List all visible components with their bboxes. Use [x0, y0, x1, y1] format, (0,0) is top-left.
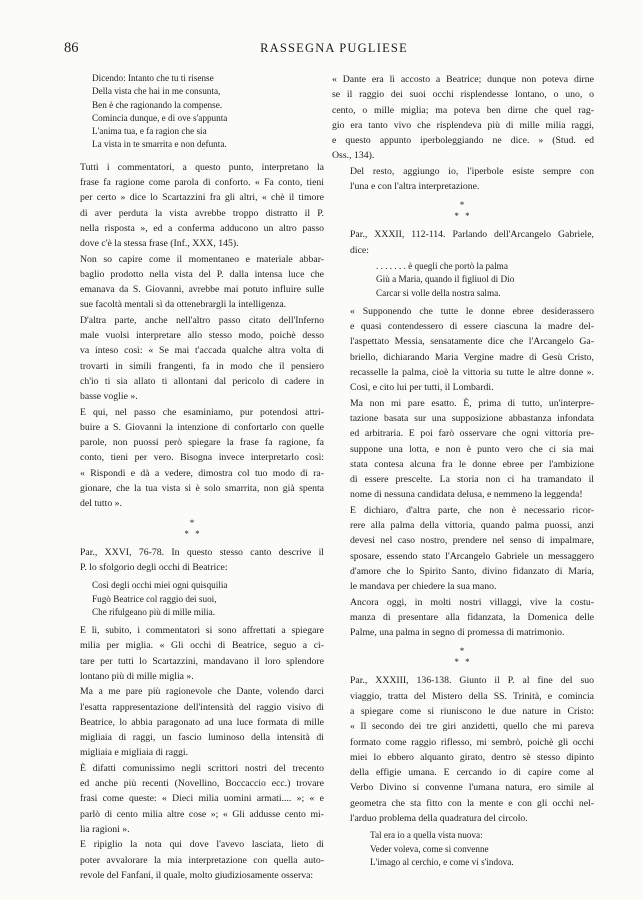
text-line: Tal era io a quella vista nuova:: [370, 830, 483, 841]
text-line: Della vista che hai in me consunta,: [92, 86, 221, 97]
text-line: l'una e con l'altra interpretazione.: [350, 181, 480, 193]
text-line: Palme, una palma in segno di promessa di matrimonio.: [350, 627, 565, 639]
verse-quotation: [92, 72, 324, 152]
text-line: Dicendo: Intanto che tu ti risense: [92, 73, 214, 83]
text-line: Beatrice, lo abbia paragonato ad una luce formata di mille: [80, 716, 324, 728]
text-line: gio era tanto vivo che risplendeva più di mille milia raggi,: [332, 119, 594, 131]
text-line: e questo appunto iperboleggiando ne dice. » (Stud. ed: [332, 135, 594, 147]
verse-quotation: [376, 260, 594, 300]
text-line: per certo » dice lo Scartazzini fra gli altri, « chè il timore: [80, 192, 324, 204]
text-line: Non so capire come il momentaneo e materiale abbar-: [80, 253, 324, 265]
text-line: dove c'è la stessa frase (Inf., XXX, 145).: [80, 238, 239, 250]
text-line: se il raggio dei suoi occhi risplendesse lontano, o uno, o: [332, 89, 594, 101]
text-line: P. lo sfolgorio degli occhi di Beatrice:: [80, 561, 228, 573]
running-title: RASSEGNA PUGLIESE: [260, 41, 408, 55]
text-line: revole del Fanfani, il quale, molto giudiziosamente osserva:: [80, 869, 314, 881]
page-number: 86: [64, 40, 79, 56]
text-line: Del resto, aggiungo io, l'iperbole esiste sempre con: [350, 165, 594, 177]
paragraph: [62, 313, 324, 405]
text-line: Giù a Maria, quando il figliuol di Dio: [376, 274, 515, 285]
text-line: del tutto ».: [80, 498, 122, 510]
text-line: sposare, essendo stato l'Arcangelo Gabriele un messaggero: [350, 550, 594, 562]
text-line: *: [459, 200, 467, 211]
text-line: d'amore che lo Spirito Santo, divino fidanzato di Maria,: [350, 565, 594, 577]
text-line: l'arduo problema della quadratura del circolo.: [350, 813, 528, 825]
text-line: ed arbitraria. E poi farò osservare che ogni vittoria pre-: [350, 428, 594, 440]
text-line: miei lo ebbero alquanto girato, dentro sè stesso dipinto: [350, 751, 594, 763]
text-line: Che rifulgeano più di mille milia.: [92, 606, 215, 617]
paragraph: [62, 837, 324, 883]
text-line: Verbo Divino si convenne l'umana natura, ero simile al: [350, 782, 594, 794]
text-line: devesi nel caso nostro, prendere nel senso di impalmare,: [350, 535, 594, 547]
text-line: L'imago al cerchio, e come vi s'indova.: [370, 856, 514, 867]
text-line: E qui, nel passo che esaminiamo, pur potendosi attri-: [80, 406, 324, 418]
section-separator: [332, 646, 594, 668]
text-line: suppone una lotta, e non è punto vero che ci sia mai: [350, 443, 594, 455]
text-line: Ancora oggi, in molti nostri villaggi, vive la costu-: [350, 596, 594, 608]
text-line: Carcar si volle della nostra salma.: [376, 287, 501, 298]
text-line: « Supponendo che tutte le donne ebree desiderassero: [350, 305, 594, 317]
text-line: ed anche più recenti (Novellino, Boccaccio ecc.) trovare: [80, 778, 324, 790]
text-line: Così, e cito lui per tutti, il Lombardi.: [350, 382, 494, 394]
paragraph: [332, 304, 594, 396]
text-line: briello, dichiarando Maria Vergine madre di Gesù Cristo,: [350, 351, 594, 363]
text-line: Comincia dunque, e di ove s'appunta: [92, 112, 228, 123]
text-line: Oss., 134).: [332, 150, 375, 162]
text-line: dice:: [350, 244, 369, 256]
text-line: rere alla palma della vittoria, quando palma puossi, anzi: [350, 520, 594, 532]
page-header: [64, 40, 604, 60]
text-line: La vista in te smarrita e non defunta.: [92, 139, 227, 150]
right-column: [332, 72, 594, 871]
text-line: gionare, che la tua vista si è solo smarrita, non già spenta: [80, 483, 324, 495]
paragraph: [62, 405, 324, 512]
text-line: trovarti in simili frangenti, fa in modo che il pensiero: [80, 360, 324, 372]
text-line: basse voglie ».: [80, 391, 138, 403]
text-line: della effigie umana. E cercando io di capire come al: [350, 767, 594, 779]
text-line: baglio prodotto nella vista del P. dalla intensa luce che: [80, 268, 324, 280]
text-line: e quasi contendessero di essere ciascuna la madre del-: [350, 321, 594, 333]
text-line: Par., XXXII, 112-114. Parlando dell'Arcangelo Gabriele,: [350, 229, 594, 241]
text-line: migliaia di raggi, un fascio luminoso della intensità di: [80, 732, 324, 744]
text-line: migliaia e migliaia di raggi.: [80, 747, 189, 759]
text-line: lia ragioni ».: [80, 823, 130, 835]
text-line: Veder voleva, come si convenne: [370, 843, 489, 854]
paragraph: [332, 164, 594, 195]
paragraph: [62, 160, 324, 252]
text-line: nome di nessuna candidata delusa, e nemmeno la leggenda!: [350, 489, 583, 501]
text-line: l'aspettato Messia, sensatamente dice che l'Arcangelo Ga-: [350, 336, 594, 348]
text-line: Ma a me pare più ragionevole che Dante, volendo darci: [80, 686, 324, 698]
text-line: *: [189, 517, 197, 528]
paragraph: [332, 396, 594, 503]
text-line: conto, tieni per vero. Bisogna invece interpretarlo così:: [80, 452, 324, 464]
text-line: * *: [454, 657, 472, 668]
text-line: * *: [454, 211, 472, 222]
section-separator: [62, 518, 324, 540]
text-line: stata contesa alcuna fra le donne ebree per l'ambizione: [350, 458, 594, 470]
text-line: tazione basata sur una supposizione abbastanza infondata: [350, 412, 594, 424]
paragraph: [332, 227, 594, 258]
text-line: emanava da S. Giovanni, avrebbe mai potuto influire sulle: [80, 284, 324, 296]
text-line: Par., XXVI, 76-78. In questo stesso canto descrive il: [80, 546, 324, 558]
paragraph: [62, 545, 324, 576]
text-line: tare per tutti lo Scartazzini, mandavano il loro splendore: [80, 655, 324, 667]
text-line: parlò di cento milia altre cose »; « Gli addusse cento mi-: [80, 808, 324, 820]
text-line: viaggio, tratta del Mistero della SS. Trinità, e comincia: [350, 690, 594, 702]
text-line: frase fa ragione come parola di conforto. « Fa conto, tieni: [80, 177, 324, 189]
paragraph: [332, 595, 594, 641]
text-line: l'esatta rappresentazione dell'intensità del raggio visivo di: [80, 701, 324, 713]
text-line: ch'io ti sia allato ti allontani dal pericolo di cadere in: [80, 375, 324, 387]
text-line: Par., XXXIII, 136-138. Giunto il P. al fine del suo: [350, 675, 594, 687]
paragraph: [62, 252, 324, 313]
text-line: * *: [184, 528, 202, 539]
text-line: cento, o mille miglia; ma poteva ben dirne che quel rag-: [332, 104, 594, 116]
left-column: [62, 72, 324, 883]
text-line: L'anima tua, e fa ragion che sia: [92, 126, 207, 137]
text-line: male vuolsi interpretare allo stesso modo, poichè desso: [80, 330, 324, 342]
text-line: manza di presentare alla fidanzata, la Domenica delle: [350, 611, 594, 623]
text-line: *: [459, 646, 467, 657]
verse-quotation: [370, 829, 594, 869]
text-line: E dichiaro, d'altra parte, che non è necessario ricor-: [350, 504, 594, 516]
text-line: recasselle la palma, cioè la vittoria su tutte le altre donne ».: [350, 367, 594, 379]
text-line: le mandava per chiedere la sua mano.: [350, 581, 497, 593]
paragraph: [62, 623, 324, 684]
paragraph: [332, 72, 594, 164]
text-line: « Dante era lì accosto a Beatrice; dunque non poteva dirne: [332, 74, 594, 85]
text-line: poter avvalorare la mia interpretazione con quella auto-: [80, 854, 324, 866]
text-line: . . . . . . . è quegli che portò la palma: [376, 260, 508, 271]
text-line: di aver perduta la vista avrebbe troppo distratto il P.: [80, 207, 324, 219]
text-line: buire a S. Giovanni la intenzione di confortarlo con quelle: [80, 421, 324, 433]
text-line: E lì, subito, i commentatori si sono affrettati a spiegare: [80, 625, 324, 637]
text-line: di essere prescelte. La storia non ci ha tramandato il: [350, 474, 594, 486]
text-line: va inteso così: « Se mai t'accada qualche altra volta di: [80, 345, 324, 357]
paragraph: [332, 503, 594, 595]
text-line: parole, non puossi però spiegare la frase fa ragione, fa: [80, 437, 324, 449]
text-line: geometra che sta fitto con la mente e con gli occhi nel-: [350, 797, 594, 809]
text-line: E ripiglio la nota qui dove l'avevo lasciata, lieto di: [80, 839, 324, 851]
text-line: È difatti comunissimo negli scrittori nostri del trecento: [80, 762, 324, 774]
text-line: formato come raggio riflesso, mi sembrò, poichè gli occhi: [350, 736, 594, 748]
text-line: lontano più di mille miglia ».: [80, 670, 194, 682]
paragraph: [62, 761, 324, 837]
text-line: « Il secondo dei tre giri anzidetti, quello che mi pareva: [350, 721, 594, 733]
paragraph: [62, 684, 324, 760]
text-line: D'altra parte, anche nell'altro passo citato dell'Inferno: [80, 314, 324, 326]
text-line: « Rispondi e dà a vedere, dimostra col tuo modo di ra-: [80, 467, 324, 479]
text-line: Ma non mi pare esatto. È, prima di tutto, un'interpre-: [350, 397, 594, 409]
text-line: Tutti i commentatori, a questo punto, interpretano la: [80, 161, 324, 173]
text-line: Fugò Beatrice col raggio dei suoi,: [92, 593, 217, 604]
paragraph: [332, 673, 594, 826]
text-line: a spiegare come si riuniscono le due nature in Cristo:: [350, 705, 594, 717]
text-line: Ben è che ragionando la compense.: [92, 99, 223, 110]
text-line: Così degli occhi miei ogni quisquilia: [92, 580, 228, 591]
text-line: frasi come queste: « Dieci milia uomini armati.... »; « e: [80, 793, 324, 805]
section-separator: [332, 200, 594, 222]
text-line: sue facoltà mentali sì da ottenebrargli la intelligenza.: [80, 299, 287, 311]
text-line: nella risposta », ed a conferma adducono un altro passo: [80, 222, 324, 234]
text-line: milia per miglia. « Gli occhi di Beatrice, seguo a ci-: [80, 640, 324, 652]
verse-quotation: [92, 579, 324, 619]
